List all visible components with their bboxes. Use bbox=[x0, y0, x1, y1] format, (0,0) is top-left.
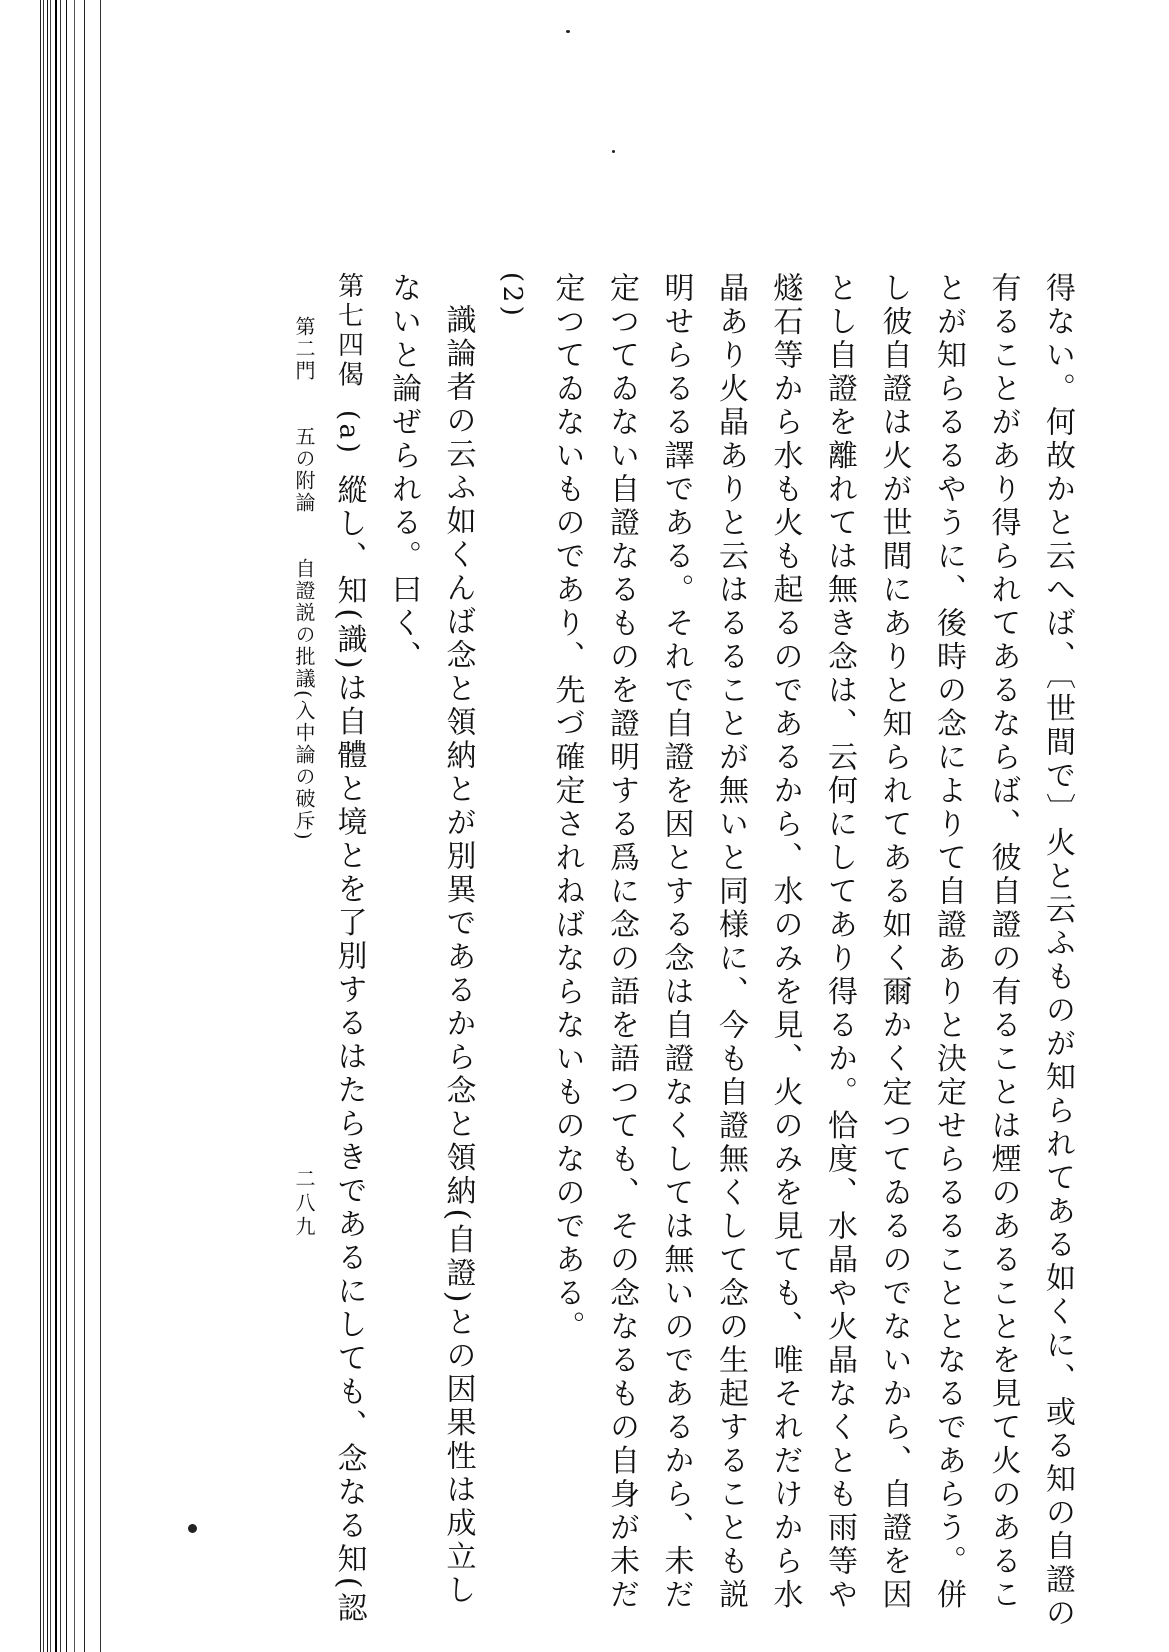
verse-label: 第七四偈 bbox=[333, 272, 364, 390]
main-text-column-block bbox=[321, 272, 1084, 1631]
body-line: 定つてゐない自證なるものを證明する爲に念の語を語つても、その念なるもの自身が未だ bbox=[604, 272, 639, 1612]
ink-speck bbox=[612, 150, 615, 153]
body-line: 定つてゐないものであり、先づ確定されねばならないものなのである。 bbox=[549, 272, 585, 1344]
book-binding-edge bbox=[0, 0, 110, 1652]
ink-speck bbox=[188, 1524, 197, 1533]
body-line: 晶あり火晶ありと云はるることが無いと同様に、今も自證無くして念の生起することも説 bbox=[713, 272, 748, 1612]
body-line: とし自證を離れては無き念は、云何にしてあり得るか。恰度、水晶や火晶なくとも雨等や bbox=[822, 272, 857, 1612]
paragraph2-line: 識論者の云ふ如くんば念と領納とが別異であるから念と領納(自證)との因果性は成立し bbox=[440, 304, 476, 1608]
body-line: とが知らるるやうに、後時の念によりて自證ありと決定せらるることとなるであらう。併 bbox=[931, 272, 966, 1612]
ink-speck bbox=[566, 30, 570, 33]
body-line: 有ることがあり得られてあるならば、彼自證の有ることは煙のあることを見て火のあるこ bbox=[985, 272, 1021, 1612]
footer-section: 第二門 bbox=[292, 316, 316, 382]
paragraph-number: (2) bbox=[497, 272, 527, 320]
verse-marker: (a) bbox=[333, 410, 364, 457]
body-line: し彼自證は火が世間にありと知られてある如く爾かく定つてゐるのでないから、自證を因 bbox=[876, 272, 912, 1612]
verse-text: 縱し、知(識)は自體と境とを了別するはたらきであるにしても、念なる知(認 bbox=[331, 474, 367, 1626]
paragraph2-line: ないと論ぜられる。曰く、 bbox=[386, 272, 421, 674]
body-line: 燧石等から水も火も起るのであるから、水のみを見、火のみを見ても、唯それだけから水 bbox=[767, 272, 803, 1612]
footer-chapter: 五の附論 bbox=[292, 426, 316, 514]
body-line: 得ない。何故かと云へば、〔世間で〕火と云ふものが知られてある如くに、或る知の自證の bbox=[1040, 272, 1075, 1631]
body-line: 明せらるる譯である。それで自證を因とする念は自證なくしては無いのであるから、未だ bbox=[658, 272, 694, 1612]
verse-line bbox=[321, 272, 376, 1626]
footer-title: 自證説の批議(入中論の破斥) bbox=[292, 558, 316, 842]
page-number: 二八九 bbox=[292, 1168, 316, 1240]
